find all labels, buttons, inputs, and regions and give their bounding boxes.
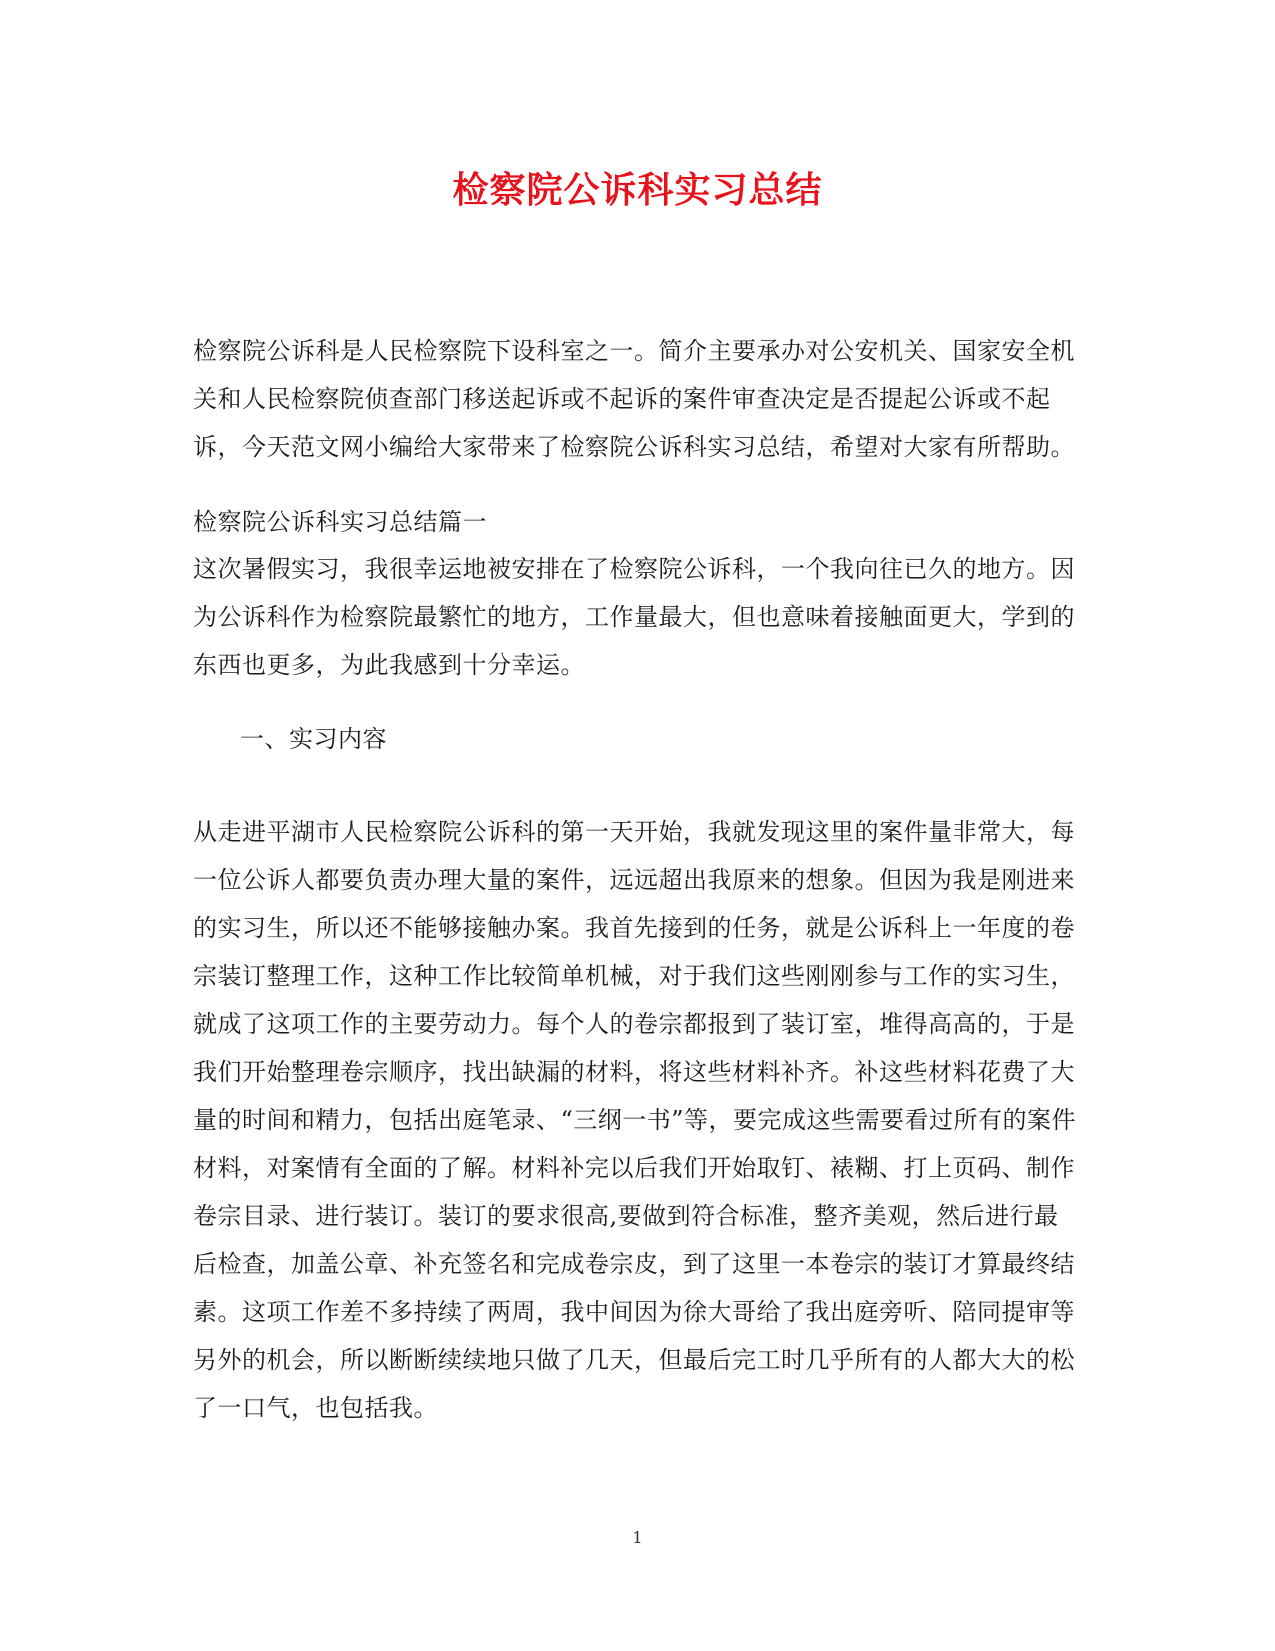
section-heading — [193, 498, 1083, 546]
subheading-text: 一、实习内容 — [240, 725, 387, 753]
body-paragraph-1-text: 这次暑假实习，我很幸运地被安排在了检察院公诉科，一个我向往已久的地方。因为公诉科作为检察院最繁忙的地方，工作量最大，但也意味着接触面更大，学到的东西也更多，为此我感到十分幸运。 — [193, 555, 1075, 679]
subheading-internship-content — [240, 715, 1130, 763]
section-heading-text: 检察院公诉科实习总结篇一 — [193, 508, 487, 536]
body-paragraph-1 — [193, 545, 1083, 689]
page-number: 1 — [632, 1528, 643, 1547]
document-title: 检察院公诉科实习总结 — [452, 169, 823, 211]
body-paragraph-2-text: 从走进平湖市人民检察院公诉科的第一天开始，我就发现这里的案件量非常大，每一位公诉人都要负责办理大量的案件，远远超出我原来的想象。但因为我是刚进来的实习生，所以还不能够接触办案。我首先接到的任务，就是公诉科上一年度的卷宗装订整理工作，这种工作比较简单机械，对于我们这些刚刚参与工作的实习生，就成了这项工作的主要劳动力。每个人的卷宗都报到了装订室，堆得高高的，于是我们开始整理卷宗顺序，找出缺漏的材料，将这些材料补齐。补这些材料花费了大量的时间和精力，包括出庭笔录、“三纲一书”等，要完成这些需要看过所有的案件材料，对案情有全面的了解。材料补完以后我们开始取钉、裱糊、打上页码、制作卷宗目录、进行装订。装订的要求很高,要做到符合标准，整齐美观，然后进行最后检查，加盖公章、补充签名和完成卷宗皮，到了这里一本卷宗的装订才算最终结素。这项工作差不多持续了两周，我中间因为徐大哥给了我出庭旁听、陪同提审等另外的机会，所以断断续续地只做了几天，但最后完工时几乎所有的人都大大的松了一口气，也包括我。 — [193, 818, 1077, 1422]
body-paragraph-2 — [193, 808, 1083, 1432]
intro-text: 检察院公诉科是人民检察院下设科室之一。简介主要承办对公安机关、国家安全机关和人民检察院侦查部门移送起诉或不起诉的案件审查决定是否提起公诉或不起诉，今天范文网小编给大家带来了检察院公诉科实习总结，希望对大家有所帮助。 — [193, 337, 1075, 461]
intro-paragraph — [193, 327, 1083, 471]
